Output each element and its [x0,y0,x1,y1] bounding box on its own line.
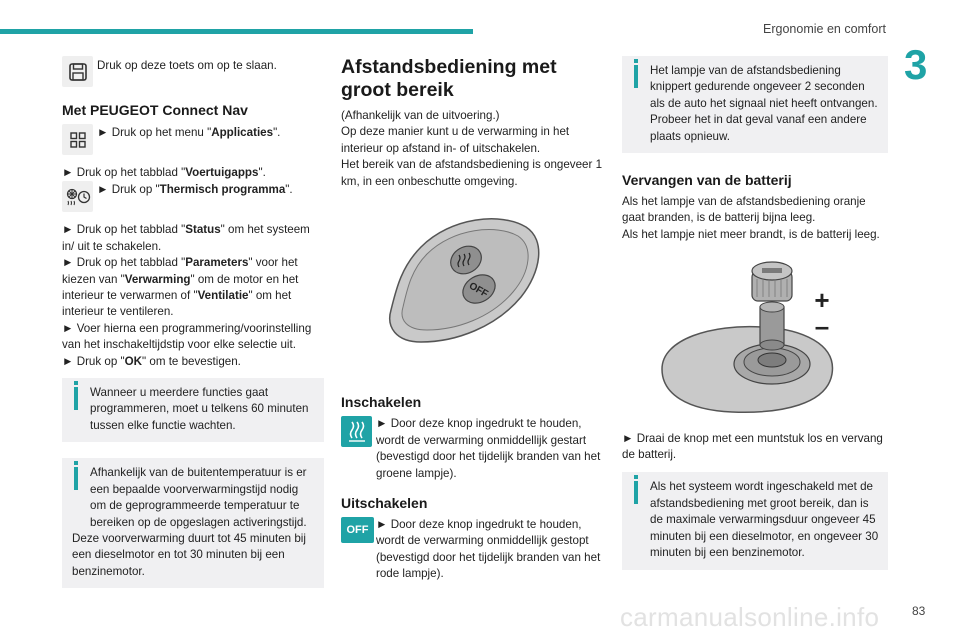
save-step [62,56,324,90]
remote-control-illustration [341,192,603,382]
remote-intro-1: (Afhankelijk van de uitvoering.) [341,109,500,122]
apps-grid-icon [62,124,93,155]
on-text: ► Door deze knop ingedrukt te houden, wordt de verwarming onmiddellijk gestart (bevestigd door het tijdelijk branden van het groene lampje). [376,417,601,480]
thermal-program-icon [62,181,93,212]
status-step: ► Druk op het tabblad "Status" om het systeem in/ uit te schakelen. [62,223,310,253]
column-2 [341,56,603,583]
page-number: 83 [912,604,926,618]
off-heading: Uitschakelen [341,495,428,512]
save-icon [62,56,93,87]
battery-text-1: Als het lampje van de afstandsbediening oranje gaat branden, is de batterij bijna leeg. [622,195,866,225]
battery-heading: Vervangen van de batterij [622,172,792,189]
program-step: ► Voer hierna een programmering/voorinstelling van het inschakeltijdstip voor elke selectie uit. [62,321,312,352]
thermal-step [62,181,324,214]
note-max-heating-duration: Als het systeem wordt ingeschakeld met de afstandsbediening met groot bereik, dan is de maximale verwarmingsduur ongeveer 45 minuten bij een dieselmotor, en ongeveer 30 minuten bij een benzinemotor. [622,472,888,569]
remote-heading: Afstandsbediening met groot bereik [341,56,557,101]
heating-off-icon: OFF [341,517,374,543]
note-signal-not-received: Het lampje van de afstandsbediening knippert gedurende ongeveer 2 seconden als de auto het signaal niet heeft ontvangen. Probeer het in dat geval vanaf een andere plaats opnieuw. [622,56,888,153]
remote-off-label: OFF [466,280,490,301]
info-icon [634,65,638,88]
info-icon [634,481,638,504]
remote-intro-3: Het bereik van de afstandsbediening is ongeveer 1 km, in een onbeschutte omgeving. [341,158,603,188]
column-3 [622,56,888,570]
note-outside-temperature: Afhankelijk van de buitentemperatuur is er een bepaalde voorverwarmingstijd nodig om de geprogrammeerde temperatuur te bereiken op de opgeslagen activeringstijd. Deze voorverwarming duurt tot 45 minuten bij een dieselmotor en tot 30 minuten bij een benzinemotor. [62,458,324,588]
battery-plus-label: + [814,285,830,316]
remote-intro-2: Op deze manier kunt u de verwarming in het interieur op afstand in- of uitschakelen. [341,125,570,155]
header-accent-bar [0,29,473,34]
section-title: Ergonomie en comfort [763,22,886,36]
off-text: ► Door deze knop ingedrukt te houden, wordt de verwarming onmiddellijk gestopt (bevestigd door het tijdelijk branden van het rode lampje). [376,518,601,581]
nav-heading: Met PEUGEOT Connect Nav [62,102,248,118]
note-multiple-functions: Wanneer u meerdere functies gaat programmeren, moet u telkens 60 minuten tussen elke functie wachten. [62,378,324,442]
column-1 [62,56,324,588]
info-icon [74,387,78,410]
heating-on-icon [341,416,372,447]
battery-replacement-illustration [622,249,888,419]
battery-minus-label: – [814,311,830,342]
thermal-text: ► Druk op "Thermisch programma". [97,183,293,197]
parameters-step: ► Druk op het tabblad "Parameters" voor het kiezen van "Verwarming" om de motor en het interieur te verwarmen of "Ventilatie" om het interieur te ventileren. [62,256,299,319]
info-icon [74,467,78,490]
apps-text: ► Druk op het menu "Applicaties". [97,126,281,139]
save-text: Druk op deze toets om op te slaan. [97,59,277,72]
on-heading: Inschakelen [341,394,422,411]
on-step [341,416,603,482]
turn-text: ► Draai de knop met een muntstuk los en vervang de batterij. [622,431,883,462]
off-step [341,517,603,583]
watermark: carmanualsonline.info [620,602,880,632]
vehicle-apps-step: ► Druk op het tabblad "Voertuigapps". [62,166,266,179]
apps-step [62,124,324,157]
ok-step: ► Druk op "OK" om te bevestigen. [62,354,241,368]
chapter-number: 3 [904,41,928,88]
battery-text-2: Als het lampje niet meer brandt, is de batterij leeg. [622,227,880,241]
